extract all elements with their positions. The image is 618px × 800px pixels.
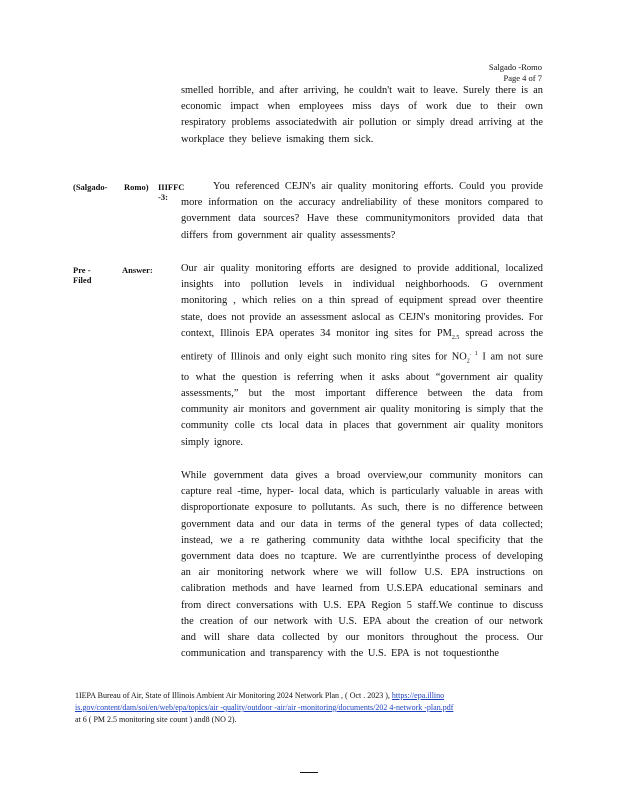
question-text-content: You referenced CEJN's air quality monitoring efforts. Could you provide more information on the accuracy andreliability of these monitors compared to government data sources? Have these communitymonitors provided data that differs from government air quality assessments? (181, 181, 543, 241)
pm-subscript: 2.5 (451, 334, 460, 341)
question-label-part: (Salgado- (73, 182, 108, 192)
answer-paragraph-1 (181, 261, 543, 451)
footnote-link[interactable]: https://epa.illino (391, 691, 445, 700)
footnote-line-1 (75, 690, 545, 702)
answer-paragraph-2: While government data gives a broad overview,our community monitors can capture real -time, hyper- local data, which is particularly valuable in areas with disproportionate exposure to pollutants. As such, there is no difference between government data and our data in terms of the general types of data collected; instead, we a re gathering community data withthe local specificity that the government data does no tcapture. We are currentlyinthe process of developing an air monitoring network where we will follow U.S. EPA instructions on calibration methods and have learned from U.S.EPA educational seminars and from direct conversations with U.S. EPA Region 5 staff.We continue to discuss the creation of our network with U.S. EPA about the creation of our network and will share data collected by our monitors throughout the process. Our communication and transparency with the U.S. EPA is not toquestionthe (181, 470, 543, 660)
answer-p1-part2: spread across the entirety of Illinois and only eight such monito ring sites for NO (181, 327, 543, 363)
header-page-number: Page 4 of 7 (503, 73, 542, 83)
question-body (181, 179, 543, 244)
answer-p1-part1: Our air quality monitoring efforts are designed to provide additional, localized insights into pollution levels in individual neighborhoods. G overnment monitoring , which relies on a thin spread of equipment spread over theentire state, does not provide an assessment aslocal as CEJN's monitoring provides. For context, Illinois EPA operates 34 monitor ing sites for PM (181, 263, 543, 339)
footnote-marker: . 1 (469, 351, 478, 358)
question-label-part: IIIFFC -3: (158, 182, 185, 202)
footnote-citation: 1IEPA Bureau of Air, State of Illinois Ambient Air Monitoring 2024 Network Plan , ( Oct . 2023 ), (75, 691, 390, 700)
answer-label-part: Pre - Filed (73, 265, 92, 285)
answer-p1-part3: I am not sure to what the question is referring when it asks about “government air quality assessments,” but the most important difference between the data from community air monitors and government air quality monitoring is simply that the community colle cts local data in places that government air quality monitors simply ignore. (181, 351, 544, 448)
footnote-line-3: at 6 ( PM 2.5 monitoring site count ) and8 (NO 2). (75, 715, 237, 724)
footnote-link-continued[interactable]: is.gov/content/dam/soi/en/web/epa/topics/air -quality/outdoor -air/air -monitoring/documents/202 4-network -plan.pdf (75, 703, 454, 712)
no2-subscript: 2 (466, 358, 470, 365)
answer-label-part: Answer: (122, 265, 153, 275)
intro-paragraph: smelled horrible, and after arriving, he couldn't wait to leave. Surely there is an economic impact when employees miss days of work due to their own respiratory problems associatedwith air pollution or simply dread arriving at the workplace they believe ismaking them sick. (181, 85, 543, 145)
page-bottom-mark (300, 772, 318, 773)
header-author: Salgado -Romo (488, 62, 542, 72)
question-label-part: Romo) (124, 182, 149, 192)
footnote (75, 690, 545, 726)
